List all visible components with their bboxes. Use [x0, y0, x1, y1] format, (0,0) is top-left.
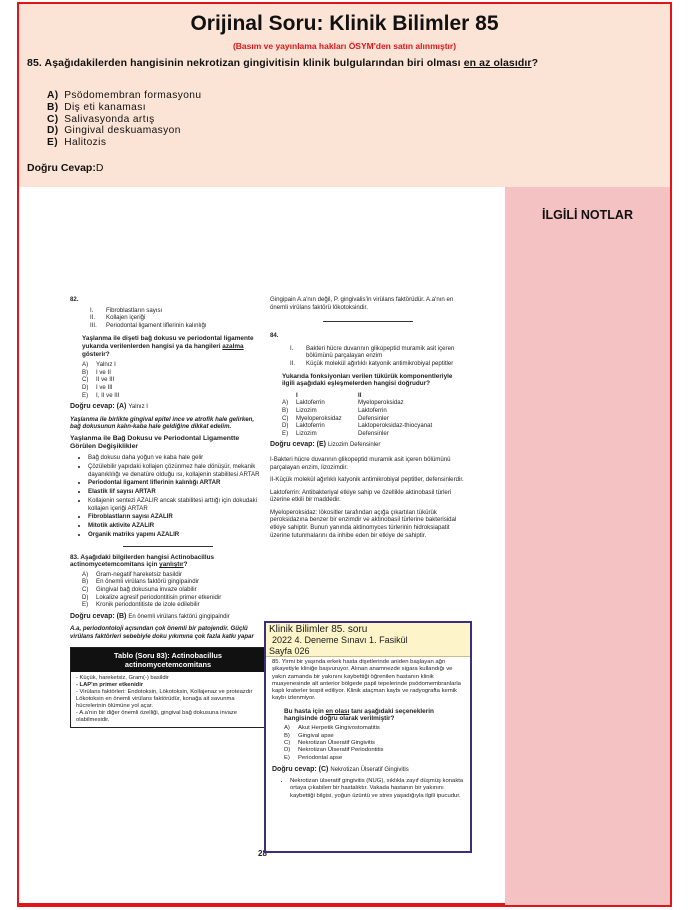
list-item: C) II ve III	[82, 376, 115, 384]
list-item: A) Yalnız I	[82, 361, 116, 369]
list-item: • Fibroblastların sayısı AZALIR	[88, 513, 266, 521]
table-body	[71, 672, 265, 727]
option-d	[47, 125, 201, 137]
roman-item: I. Bakteri hücre duvarının glikopeptid muramik asit içeren bölümünü parçalayan enzim	[290, 344, 455, 360]
q85-bullet-list	[272, 778, 468, 800]
list-item: • Periodontal ligament liflerinin kalınlığı ARTAR	[88, 479, 266, 487]
roman-item: II. Küçük molekül ağırlıklı katyonik antimikrobiyal peptitler	[290, 359, 454, 367]
q83-stem: 83. Aşağıdaki bilgilerden hangisi Actinobacillus actinomycetemcomitans için yanlıştır?	[70, 553, 215, 569]
source-reference-title: Klinik Bilimler 85. soru	[269, 624, 368, 635]
q82-roman-list	[70, 307, 266, 330]
q84-explanation-3: Laktoferrin: Antibakteriyal etkiye sahip ve özellikle aktinobasil türleri üzerine etkili bir maddedir.	[270, 488, 452, 504]
q85-source-excerpt	[272, 659, 468, 801]
table-row: - LAP'ın primer etkenidir	[76, 681, 144, 688]
divider	[123, 546, 213, 547]
q83-note: A.a, periodontoloji açısından çok önemli bir patojendir. Güçlü virülans faktörleri sebebiyle doku yıkımına çok fazla katkı yapar	[70, 625, 254, 640]
q85-answer: Doğru cevap: (C) Nekrotizan Ülseratif Gingivitis	[272, 765, 409, 773]
q82-note: Yaşlanma ile birlikte gingival epitel ince ve atrofik hale gelirken, bağ dokusunun kalın-kaba hale geldiğine dikkat edelim.	[70, 415, 255, 431]
source-reference-exam: 2022 4. Deneme Sınavı 1. Fasikül	[272, 635, 408, 645]
q85-stem: 85. Yirmi bir yaşında erkek hasta dişetlerinde aniden başlayan ağrı şikayetiyle kliniğe başvuruyor. Alınan anamnezde sigara kullandığı ve yakın zamanda bir yakınını kaybettiği öğrenilen hastanın klinik muayenesinde alt anterior bölgede papil tepelerinde psödomembranlarla kaplı kraterler tespit ediliyor. Klinik ataçman kaybı ve radyografta kemik kaybı izlenmiyor.	[272, 659, 461, 702]
table-title: Tablo (Soru 83): Actinobacillus actinomycetemcomitans	[71, 648, 265, 672]
copyright-note: (Basım ve yayınlama hakları ÖSYM'den satın alınmıştır)	[232, 41, 457, 51]
list-item: E) Periodontal apse	[284, 754, 343, 761]
source-reference-page: Sayfa 026	[269, 645, 310, 656]
list-item: • Bağ dokusu daha yoğun ve kaba hale gelir	[88, 454, 266, 462]
q83-options	[70, 571, 266, 609]
q83-explanation: Gingipain A.a'nın değil, P. gingivalis'in virülans faktörüdür. A.a'nın en önemli virülans faktörü lökotoksindir.	[270, 296, 454, 311]
list-item: E) Lizozim Defensinler	[282, 429, 389, 437]
option-letter: B)	[47, 101, 59, 113]
list-item: E) Kronik periodontitiste de izole edilebilir	[82, 601, 200, 609]
list-item: B) Gingival apse	[284, 732, 334, 739]
option-letter: D)	[47, 125, 59, 137]
option-text: Psödomembran formasyonu	[64, 90, 202, 101]
list-item: D) Nekrotizan Ülseratif Periodontitis	[284, 747, 384, 754]
q83-answer: Doğru cevap: (B) En önemli virülans faktörü gingipaindir	[70, 612, 230, 620]
question-suffix: ?	[531, 57, 539, 69]
source-reference-label	[266, 623, 470, 657]
list-item: A) Akut Herpetik Gingivostomatitis	[284, 725, 380, 732]
list-item: C) Gingival bağ dokusuna invaze olabilir	[82, 585, 197, 593]
q83-info-table	[70, 647, 266, 728]
option-text: Gingival deskuamasyon	[64, 125, 181, 137]
answer-options	[47, 90, 201, 149]
list-item: • Çözülebilir yapıdaki kollajen çözünmez hale dönüşür, mekanik dayanıklılığı ve denatüre olduğu ısı, kollajenin stabilitesi ARTAR	[88, 463, 266, 478]
list-item: A) Laktoferrin Myeloperoksidaz	[282, 399, 404, 407]
list-item: D) I ve III	[82, 383, 113, 391]
list-item: A) Gram-negatif hareketsiz basildir	[82, 570, 183, 578]
list-item: • Elastik lif sayısı ARTAR	[88, 488, 266, 496]
list-item: • Kollajenin sentezi AZALIR ancak stabilitesi arttığı için dokudaki kollajen içeriği ARTAR	[88, 497, 266, 512]
table-row: - Küçük, hareketsiz, Gram(-) basildir	[76, 674, 169, 681]
list-item: • Organik matriks yapımı AZALIR	[88, 531, 266, 539]
question-prefix: 85. Aşağıdakilerden hangisinin nekrotizan gingivitisin klinik bulgularından biri olması	[27, 57, 461, 69]
question-text	[27, 57, 538, 69]
list-item: D) Lokalize agresif periodontitisin primer etkenidir	[82, 593, 222, 601]
option-text: Halitozis	[64, 137, 107, 149]
q84-explanation-4: Myeloperoksidaz: lökositler tarafından açığa çıkartılan tükürük peroksidazına benzer bir enzimdir ve aktinobasil türlerine bakterisidal etkiye sahiptir. Bunun yanında aktinomyces türlerinin hidroksiapatit üzerine tutunmalarını da inhibe eden bir etkiye de sahiptir.	[270, 508, 457, 539]
correct-answer-label: Doğru Cevap:	[27, 162, 96, 174]
list-item: E) I, II ve III	[82, 391, 120, 399]
list-item: • Nekrotizan ülseratif gingivitis (NUG), sıklıkla zayıf düşmüş konakta ortaya çıkabilen bir hastalıktır. Vakada hastanın bir yakınını kaybettiği bilgisi, yoğun üzüntü ve stres yaşadığıyla ilgili ipucudur.	[290, 778, 468, 800]
source-column-right	[270, 296, 466, 539]
option-text: Salivasyonda artış	[64, 113, 155, 125]
roman-item: II. Kollajen içeriği	[90, 314, 146, 322]
q82-options	[70, 361, 266, 399]
q84-explanation-2: II-Küçük molekül ağırlıklı katyonik antimikrobiyal peptitler, defensinlerdir.	[270, 476, 464, 484]
q84-roman-list	[270, 345, 466, 368]
option-b	[47, 102, 201, 114]
q85-question: Bu hasta için en olası tanı aşağıdaki seçeneklerin hangisinde doğru olarak verilmiştir?	[284, 707, 434, 723]
correct-answer	[27, 162, 103, 174]
option-e	[47, 137, 201, 149]
list-item: B) I ve II	[82, 368, 111, 376]
q84-explanation-1: I-Bakteri hücre duvarının glikopeptid muramik asit içeren bölümünü parçalayan enzim, lizozimdir.	[270, 455, 451, 471]
page-title: Orijinal Soru: Klinik Bilimler 85	[190, 12, 499, 35]
source-column-left	[70, 296, 266, 728]
q82-section-title: Yaşlanma ile Bağ Dokusu ve Periodontal Ligamentte Görülen Değişiklikler	[70, 434, 240, 451]
q82-stem: Yaşlanma ile dişeti bağ dokusu ve periodontal ligamente yukarıda verilenlerden hangisi ya da hangileri azalma gösterir?	[82, 335, 254, 358]
source-reference-box	[264, 621, 472, 853]
q84-answer: Doğru cevap: (E) Lizozim Defensinler	[270, 441, 381, 449]
related-notes-panel	[505, 187, 670, 905]
table-row: Lökotoksin en önemli virülans faktörüdür, konağa ait savunma hücrelerinin ölümüne yol açar.	[76, 695, 235, 709]
option-c	[47, 114, 201, 126]
question-emphasis: en az olasıdır	[463, 57, 532, 69]
list-item: • Mitotik aktivite AZALIR	[88, 522, 266, 530]
option-letter: E)	[47, 137, 58, 149]
option-letter: A)	[47, 90, 59, 101]
page-number: 28	[258, 849, 267, 858]
option-text: Diş eti kanaması	[64, 101, 146, 113]
q85-options	[272, 725, 468, 761]
question-header	[19, 4, 670, 187]
q84-pair-header: I II	[296, 391, 362, 399]
divider	[323, 321, 413, 322]
q84-number: 84.	[270, 332, 279, 340]
roman-item: I. Fibroblastların sayısı	[90, 306, 163, 314]
q82-bullet-list	[70, 454, 266, 538]
q82-answer: Doğru cevap: (A) Yalnız I	[70, 403, 148, 411]
q84-stem: Yukarıda fonksiyonları verilen tükürük komponentleriyle ilgili aşağıdaki eşleşmelerden hangisi doğrudur?	[282, 372, 453, 388]
list-item: C) Nekrotizan Ülseratif Gingivitis	[284, 739, 375, 746]
q82-number: 82.	[70, 296, 79, 303]
list-item: C) Myeloperoksidaz Defensinler	[282, 414, 389, 422]
roman-item: III. Periodontal ligament liflerinin kalınlığı	[90, 321, 207, 329]
list-item: D) Laktoferrin Laktoperoksidaz-thiocyanat	[282, 422, 433, 430]
option-letter: C)	[47, 113, 59, 125]
list-item: B) En önemli virülans faktörü gingipaindir	[82, 578, 199, 586]
table-row: - A.a'nın bir diğer önemli özelliği, gingival bağ dokusuna invaze olabilmesidir.	[76, 709, 237, 723]
table-row: - Virülans faktörleri: Endotoksin, Lökotoksin, Kollajenaz ve proteazdır	[76, 688, 253, 695]
option-a	[47, 90, 201, 102]
list-item: B) Lizozim Laktoferrin	[282, 406, 387, 414]
related-notes-title: İLGİLİ NOTLAR	[542, 208, 633, 222]
correct-answer-value: D	[95, 162, 104, 174]
q84-options	[270, 399, 466, 437]
